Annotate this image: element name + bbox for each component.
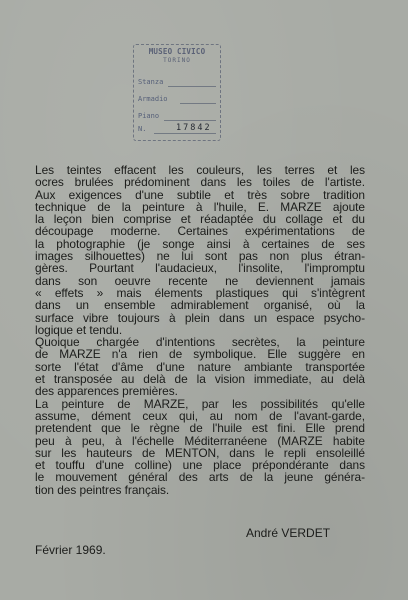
text-line: la leçon bien comprise et réadaptée du collage et du <box>35 212 365 227</box>
text-line: pretendent que le règne de l'huile est fini. Elle prend <box>35 421 365 436</box>
stamp-line <box>164 120 216 121</box>
text-line: Aux exigences d'une subtile et très sobre tradition <box>35 187 365 202</box>
text-line: assume, dément ceux qui, au nom de l'avant-garde, <box>35 408 365 423</box>
stamp-row-stanza <box>138 78 218 88</box>
text-line: surface vibre toujours à plein dans un espace psycho- <box>35 310 365 325</box>
text-line: Les teintes effacent les couleurs, les terres et les <box>35 163 365 177</box>
text-line: ocres brulées prédominent dans les toiles de l'artiste. <box>35 175 365 190</box>
museum-stamp <box>133 44 221 141</box>
stamp-line <box>154 133 216 134</box>
text-line: La peinture de MARZE, par les possibilités qu'elle <box>35 396 365 411</box>
signature: André VERDET <box>246 526 331 540</box>
text-line: et transposée au delà de la vision immediate, au delà <box>35 372 365 387</box>
stamp-row-number <box>138 125 218 135</box>
stamp-label-piano: Piano <box>138 112 160 120</box>
text-line: des apparences premières. <box>35 384 178 399</box>
text-line: sur les hauteurs de MENTON, dans le repli ensoleillé <box>35 445 365 460</box>
text-line: « effets » mais élements plastiques qui s'intègrent <box>35 285 365 300</box>
stamp-org: MUSEO CIVICO <box>148 47 206 56</box>
text-line: la photographie (je songe ainsi à certaines de ses <box>35 236 365 251</box>
stamp-city: TORINO <box>163 57 191 64</box>
text-line: images silhouettes) ne lui sont pas non plus étran- <box>35 249 365 264</box>
stamp-label-armadio: Armadio <box>138 95 168 103</box>
text-line: découpage moderne. Certaines expérimentations de <box>35 224 365 239</box>
text-line: dans son oeuvre recente ne deviennent jamais <box>35 273 365 288</box>
text-line: le mouvement général des arts de la jeune généra- <box>35 470 365 485</box>
text-line: de MARZE n'a rien de symbolique. Elle suggère en <box>35 347 365 362</box>
text-line: gères. Pourtant l'audacieux, l'insolite, l'impromptu <box>35 261 365 276</box>
stamp-label-n: N. <box>138 125 147 133</box>
stamp-line <box>168 86 216 87</box>
text-line: logique et tendu. <box>35 322 123 337</box>
stamp-row-armadio <box>138 95 218 105</box>
stamp-row-piano <box>138 112 218 122</box>
text-line: dans un ensemble admirablement organisé, où la <box>35 298 365 313</box>
date: Février 1969. <box>35 543 106 557</box>
text-line: technique de la peinture à l'huile, E. MARZE ajoute <box>35 199 365 214</box>
text-line: et touffu d'une colline) une place prépondérante dans <box>35 458 365 473</box>
text-line: tion des peintres français. <box>35 482 170 497</box>
body-text <box>35 164 365 496</box>
stamp-line <box>180 103 216 104</box>
text-line: sorte l'état d'âme d'une nature ambiante transportée <box>35 359 365 374</box>
text-line: Quoique chargée d'intentions secrètes, la peinture <box>35 335 365 350</box>
stamp-label-stanza: Stanza <box>138 78 164 86</box>
stamp-number: 17842 <box>176 123 212 133</box>
text-line: peu à peu, à l'échelle Méditerranéene (MARZE habite <box>35 433 365 448</box>
